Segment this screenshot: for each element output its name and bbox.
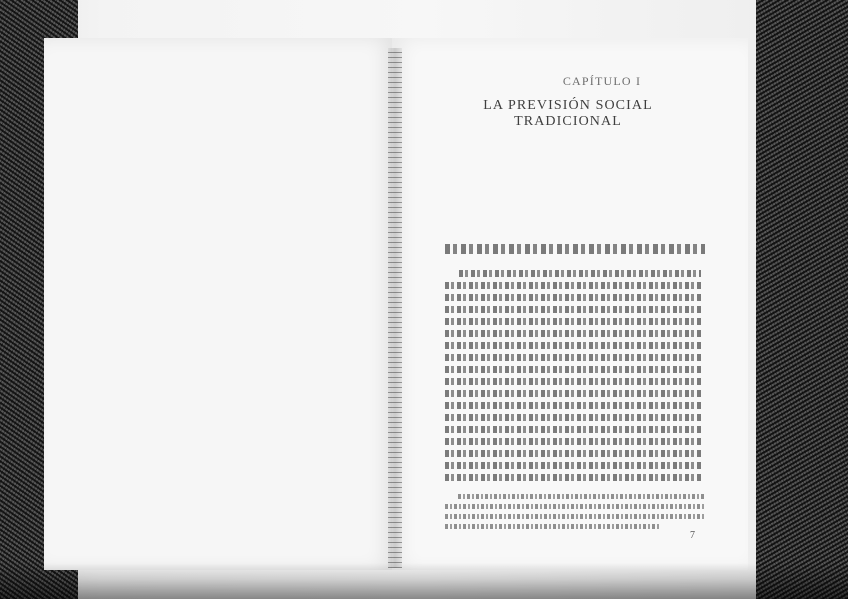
body-text-line [445, 414, 701, 421]
body-text-line [445, 294, 701, 301]
body-text-line [445, 450, 701, 457]
chapter-label: CAPÍTULO I [562, 74, 642, 88]
body-text-line [445, 438, 701, 445]
right-scan-noise [756, 0, 848, 599]
section-heading-scan-line [445, 244, 705, 254]
body-text-line [445, 462, 701, 469]
scan-bottom-shadow [0, 563, 848, 599]
chapter-title: LA PREVISIÓN SOCIAL TRADICIONAL [483, 98, 653, 129]
body-text-line [445, 330, 701, 337]
page-number: 7 [690, 530, 695, 541]
body-text-line [445, 354, 701, 361]
book-gutter [388, 48, 402, 568]
body-text-line [445, 342, 701, 349]
body-text-line [459, 270, 701, 277]
body-text-line [445, 318, 701, 325]
body-text-line [445, 306, 701, 313]
footnote-line [445, 514, 705, 519]
body-text-line [445, 282, 701, 289]
body-text-line [445, 426, 701, 433]
footnote-line [445, 504, 705, 509]
left-page [44, 38, 394, 570]
body-text-line [445, 390, 701, 397]
body-text-line [445, 378, 701, 385]
body-text-line [445, 366, 701, 373]
footnote-line [458, 494, 705, 499]
footnote-line [445, 524, 659, 529]
body-text-line [445, 402, 701, 409]
body-text-line [445, 474, 701, 481]
